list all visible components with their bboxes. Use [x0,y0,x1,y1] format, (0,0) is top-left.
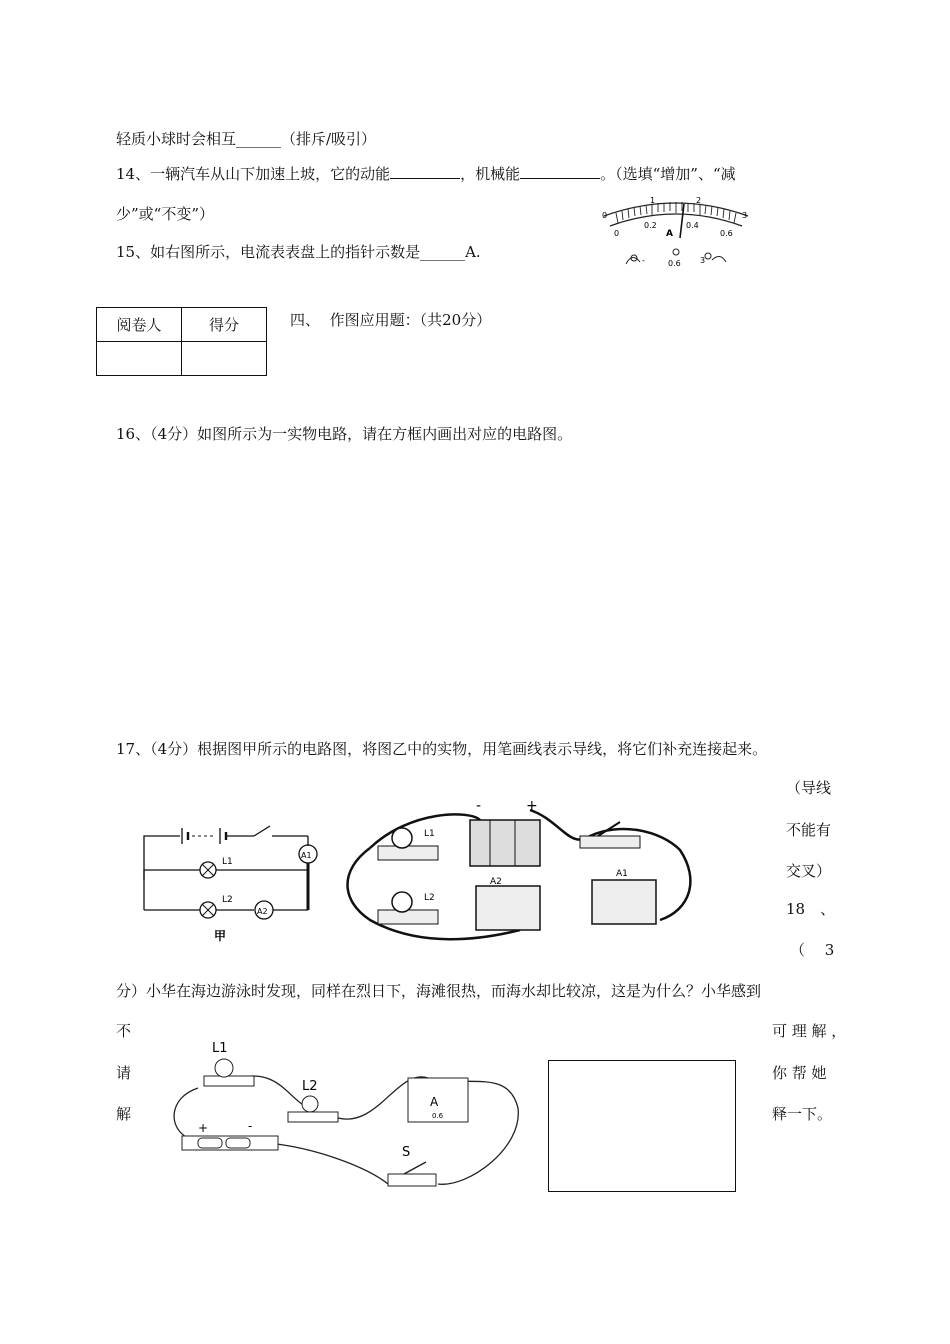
q18-line1: 分）小华在海边游泳时发现，同样在烈日下，海滩很热，而海水却比较凉，这是为什么？小华感到 [116,982,762,1000]
q17-side-line-1: （导线 [786,779,832,797]
score-header: 得分 [182,308,267,342]
section-4-heading [290,309,491,330]
dial-bottom-label-1: 0.2 [644,221,657,230]
yi-label-battery-minus: - [476,798,482,814]
q15-blank[interactable]: ______ [420,243,466,261]
circuit-diagram-jia [130,790,330,950]
yi-label-l2: L2 [424,893,435,903]
q16-label-minus: - [248,1119,253,1133]
section-4-number: 四、 [290,311,321,329]
dial-bottom-label-0: 0 [614,229,620,238]
yi-label-a1: A1 [616,869,628,879]
q14-prefix: 14、一辆汽车从山下加速上坡，它的动能 [116,165,391,183]
q16-label-l1: L1 [212,1041,228,1056]
dial-unit: A [666,229,673,239]
q14-blank-mechanical[interactable] [520,164,600,179]
q14-suffix: 。（选填“增加”、“减 [600,165,736,183]
q16-label-plus: + [198,1121,209,1135]
q18-score-open: （ 3 [790,941,835,959]
q17-side-line-2: 不能有 [786,821,832,839]
q16-label-a: A [430,1095,439,1109]
terminal-3: 3 [700,256,706,265]
q18-left-2: 请 [116,1064,132,1082]
q14-blank-kinetic[interactable] [390,164,460,179]
ammeter-dial-figure [596,196,756,274]
grader-header: 阅卷人 [97,308,182,342]
dial-top-label-2: 2 [696,196,702,205]
q14-line1 [116,163,736,184]
q18-number: 18 、 [786,900,836,918]
dial-bottom-label-2: 0.4 [686,221,699,230]
q18-right-3: 释一下。 [772,1105,833,1123]
dial-bottom-label-3: 0.6 [720,229,733,238]
physical-circuit-q16 [168,1038,528,1198]
yi-label-a2: A2 [490,877,502,887]
q14-mid: ，机械能 [460,165,521,183]
score-table [96,307,267,376]
dial-top-label-0: 0 [602,211,608,220]
q18-right-2: 你 帮 她 [772,1064,827,1082]
dial-top-label-1: 1 [650,196,656,205]
grader-cell[interactable] [97,342,182,376]
q16-label-l2: L2 [302,1079,318,1094]
yi-label-battery-plus: + [526,798,538,814]
jia-label-l1: L1 [222,857,233,867]
q18-left-1: 不 [116,1022,132,1040]
terminal-06: 0.6 [668,259,681,268]
jia-label-a2: A2 [257,907,268,916]
q16-text: 16、（4分）如图所示为一实物电路，请在方框内画出对应的电路图。 [116,425,573,443]
q17-side-line-3: 交叉） [786,862,832,880]
q15-prefix: 15、如右图所示，电流表表盘上的指针示数是 [116,243,421,261]
jia-label-l2: L2 [222,895,233,905]
q17-text: 17、（4分）根据图甲所示的电路图，将图乙中的实物，用笔画线表示导线，将它们补充连接起来。 [116,740,768,758]
jia-caption: 甲 [214,929,227,943]
q13-tail-text: 轻质小球时会相互______（排斥/吸引） [116,130,377,148]
jia-label-a1: A1 [301,851,312,860]
physical-circuit-yi [330,790,700,950]
yi-label-l1: L1 [424,829,435,839]
q18-left-3: 解 [116,1105,132,1123]
q18-right-1: 可 理 解 ， [772,1022,847,1040]
q16-label-s: S [402,1145,411,1160]
score-cell[interactable] [182,342,267,376]
section-4-title: 作图应用题：（共20分） [329,311,492,329]
q15-suffix: A. [465,243,481,261]
q15-line [116,241,481,262]
q14-line2: 少”或“不变”） [116,205,215,223]
q16-answer-box[interactable] [548,1060,736,1192]
dial-top-label-3: 3 [742,211,748,220]
q16-label-06: 0.6 [432,1112,444,1120]
terminal-minus: - [642,256,645,265]
